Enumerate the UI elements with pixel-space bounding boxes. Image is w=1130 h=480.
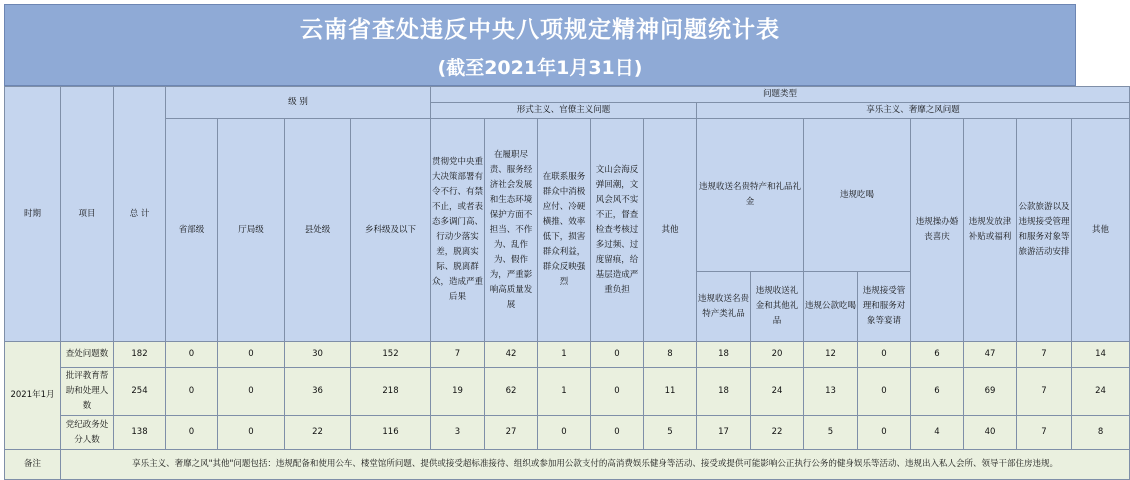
value-cell: 24 bbox=[1072, 368, 1130, 416]
value-cell: 22 bbox=[285, 416, 351, 450]
value-cell: 0 bbox=[218, 368, 285, 416]
table-row bbox=[5, 342, 1130, 368]
value-cell: 254 bbox=[114, 368, 166, 416]
header-allowances: 违规发放津补贴或福利 bbox=[964, 119, 1017, 342]
header-hedonism-group: 享乐主义、奢靡之风问题 bbox=[697, 103, 1130, 119]
header-item: 项目 bbox=[61, 87, 114, 342]
header-level-bureau: 厅局级 bbox=[218, 119, 285, 342]
header-dining-public: 违规公款吃喝 bbox=[804, 272, 858, 342]
value-cell: 19 bbox=[431, 368, 485, 416]
value-cell: 116 bbox=[351, 416, 431, 450]
note-label: 备注 bbox=[5, 450, 61, 480]
header-gifts-cash: 违规收送礼金和其他礼品 bbox=[751, 272, 804, 342]
value-cell: 17 bbox=[697, 416, 751, 450]
value-cell: 11 bbox=[644, 368, 697, 416]
note-text: 享乐主义、奢靡之风"其他"问题包括：违规配备和使用公车、楼堂馆所问题、提供或接受超标准接待、组织或参加用公款支付的高消费娱乐健身等活动、接受或提供可能影响公正执行公务的健身娱乐等活动、违规出入私人会所、领导干部住房违规。 bbox=[61, 450, 1130, 480]
value-cell: 0 bbox=[218, 416, 285, 450]
value-cell: 4 bbox=[911, 416, 964, 450]
header-formalism-4: 文山会海反弹回潮，文风会风不实不正，督查检查考核过多过频、过度留痕，给基层造成严重负担 bbox=[591, 119, 644, 342]
value-cell: 0 bbox=[591, 416, 644, 450]
value-cell: 0 bbox=[858, 416, 911, 450]
value-cell: 8 bbox=[1072, 416, 1130, 450]
value-cell: 13 bbox=[804, 368, 858, 416]
value-cell: 62 bbox=[485, 368, 538, 416]
value-cell: 0 bbox=[166, 342, 218, 368]
header-level-township: 乡科级及以下 bbox=[351, 119, 431, 342]
value-cell: 0 bbox=[538, 416, 591, 450]
value-cell: 1 bbox=[538, 368, 591, 416]
header-formalism-3: 在联系服务群众中消极应付、冷硬横推、效率低下，损害群众利益，群众反映强烈 bbox=[538, 119, 591, 342]
header-hedonism-other: 其他 bbox=[1072, 119, 1130, 342]
value-cell: 12 bbox=[804, 342, 858, 368]
value-cell: 0 bbox=[858, 342, 911, 368]
value-cell: 1 bbox=[538, 342, 591, 368]
period-cell: 2021年1月 bbox=[5, 342, 61, 450]
value-cell: 22 bbox=[751, 416, 804, 450]
value-cell: 138 bbox=[114, 416, 166, 450]
value-cell: 3 bbox=[431, 416, 485, 450]
value-cell: 36 bbox=[285, 368, 351, 416]
value-cell: 27 bbox=[485, 416, 538, 450]
value-cell: 0 bbox=[166, 416, 218, 450]
value-cell: 0 bbox=[218, 342, 285, 368]
page-subtitle: (截至2021年1月31日) bbox=[437, 57, 643, 79]
value-cell: 7 bbox=[1017, 368, 1072, 416]
page-title: 云南省查处违反中央八项规定精神问题统计表 bbox=[300, 17, 780, 43]
header-level-group: 级 别 bbox=[166, 87, 431, 119]
header-weddings-funerals: 违规操办婚丧喜庆 bbox=[911, 119, 964, 342]
value-cell: 182 bbox=[114, 342, 166, 368]
title-band bbox=[4, 4, 1076, 86]
value-cell: 0 bbox=[591, 342, 644, 368]
header-gifts: 违规收送名贵特产和礼品礼金 bbox=[697, 119, 804, 272]
value-cell: 8 bbox=[644, 342, 697, 368]
value-cell: 47 bbox=[964, 342, 1017, 368]
statistics-table bbox=[4, 86, 1130, 480]
statistics-sheet bbox=[4, 4, 1110, 473]
value-cell: 18 bbox=[697, 368, 751, 416]
value-cell: 7 bbox=[1017, 342, 1072, 368]
header-formalism-other: 其他 bbox=[644, 119, 697, 342]
header-formalism-1: 贯彻党中央重大决策部署有令不行、有禁不止，或者表态多调门高、行动少落实差，脱离实际、脱离群众，造成严重后果 bbox=[431, 119, 485, 342]
header-formalism-2: 在履职尽责、服务经济社会发展和生态环境保护方面不担当、不作为、乱作为、假作为，严重影响高质量发展 bbox=[485, 119, 538, 342]
value-cell: 20 bbox=[751, 342, 804, 368]
header-gifts-specialty: 违规收送名贵特产类礼品 bbox=[697, 272, 751, 342]
value-cell: 0 bbox=[858, 368, 911, 416]
header-dining-banquet: 违规接受管理和服务对象等宴请 bbox=[858, 272, 911, 342]
value-cell: 5 bbox=[804, 416, 858, 450]
value-cell: 6 bbox=[911, 342, 964, 368]
value-cell: 42 bbox=[485, 342, 538, 368]
header-problem-type: 问题类型 bbox=[431, 87, 1130, 103]
value-cell: 152 bbox=[351, 342, 431, 368]
value-cell: 18 bbox=[697, 342, 751, 368]
value-cell: 40 bbox=[964, 416, 1017, 450]
value-cell: 0 bbox=[166, 368, 218, 416]
row-label: 党纪政务处分人数 bbox=[61, 416, 114, 450]
value-cell: 30 bbox=[285, 342, 351, 368]
value-cell: 5 bbox=[644, 416, 697, 450]
table-row bbox=[5, 416, 1130, 450]
note-row bbox=[5, 450, 1130, 480]
header-level-county: 县处级 bbox=[285, 119, 351, 342]
header-public-travel: 公款旅游以及违规接受管理和服务对象等旅游活动安排 bbox=[1017, 119, 1072, 342]
value-cell: 14 bbox=[1072, 342, 1130, 368]
value-cell: 24 bbox=[751, 368, 804, 416]
value-cell: 6 bbox=[911, 368, 964, 416]
value-cell: 0 bbox=[591, 368, 644, 416]
table-row bbox=[5, 368, 1130, 416]
header-total: 总 计 bbox=[114, 87, 166, 342]
value-cell: 7 bbox=[431, 342, 485, 368]
header-dining: 违规吃喝 bbox=[804, 119, 911, 272]
value-cell: 69 bbox=[964, 368, 1017, 416]
header-level-province: 省部级 bbox=[166, 119, 218, 342]
header-formalism-group: 形式主义、官僚主义问题 bbox=[431, 103, 697, 119]
row-label: 查处问题数 bbox=[61, 342, 114, 368]
value-cell: 7 bbox=[1017, 416, 1072, 450]
header-period: 时期 bbox=[5, 87, 61, 342]
row-label: 批评教育帮助和处理人数 bbox=[61, 368, 114, 416]
value-cell: 218 bbox=[351, 368, 431, 416]
